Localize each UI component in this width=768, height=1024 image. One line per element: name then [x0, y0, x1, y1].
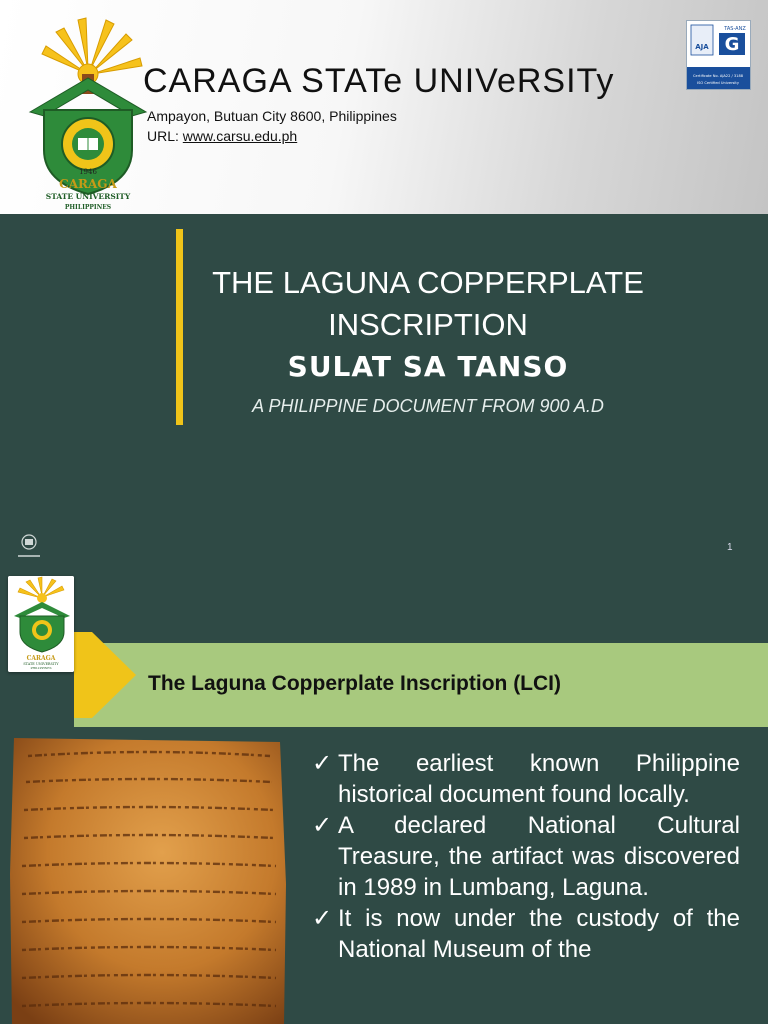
list-item: [312, 810, 740, 903]
title-accent-bar: [176, 229, 183, 425]
university-url: [147, 128, 297, 144]
svg-text:TAS-ANZ: TAS-ANZ: [724, 26, 746, 32]
university-logo-small: [8, 576, 74, 672]
university-header: [0, 0, 768, 214]
slide-title: THE LAGUNA COPPERPLATE INSCRIPTION: [212, 265, 644, 342]
press-emblem-icon: [12, 530, 46, 564]
svg-text:STATE UNIVERSITY: STATE UNIVERSITY: [45, 192, 131, 201]
heading-arrow-shape: [74, 632, 136, 718]
svg-text:G: G: [724, 34, 740, 55]
url-link[interactable]: www.carsu.edu.ph: [182, 128, 298, 144]
svg-text:PHILIPPINES: PHILIPPINES: [64, 204, 112, 211]
checkmark-icon: ✓: [312, 905, 333, 932]
bullet-text: A declared National Cultural Treasure, the artifact was discovered in 1989 in Lumbang, Laguna.: [338, 812, 740, 901]
svg-text:CARAGA: CARAGA: [26, 655, 56, 662]
section-heading: The Laguna Copperplate Inscription (LCI): [148, 672, 562, 695]
bullet-list: [312, 748, 740, 965]
svg-text:Certificate No. AJA22 / 3188: Certificate No. AJA22 / 3188: [692, 74, 744, 78]
list-item: [312, 748, 740, 810]
slide-subtitle: SULAT SA TANSO: [287, 350, 569, 383]
svg-text:STATE UNIVERSITY: STATE UNIVERSITY: [23, 662, 59, 666]
university-address: Ampayon, Butuan City 8600, Philippines: [147, 108, 397, 124]
svg-text:ISO Certified University: ISO Certified University: [697, 81, 739, 85]
list-item: [312, 903, 740, 965]
url-label: URL:: [147, 128, 179, 144]
checkmark-icon: ✓: [312, 812, 333, 839]
svg-text:AJA: AJA: [695, 43, 709, 51]
svg-text:PHILIPPINES: PHILIPPINES: [30, 666, 52, 670]
university-logo-lettering: [22, 166, 152, 214]
content-slide: [0, 576, 768, 1024]
page-number: 1: [727, 542, 733, 553]
bullet-text: It is now under the custody of the National Museum of the: [338, 905, 740, 963]
checkmark-icon: ✓: [312, 750, 333, 777]
copperplate-image: [8, 734, 290, 1024]
slide-tagline: A PHILIPPINE DOCUMENT FROM 900 A.D: [252, 396, 604, 416]
bullet-text: The earliest known Philippine historical document found locally.: [338, 750, 740, 808]
svg-text:1946: 1946: [79, 168, 97, 176]
iso-certification-badge: [686, 20, 751, 90]
university-name: CARAGA STATe UNIVeRSITy: [143, 62, 615, 100]
svg-text:CARAGA: CARAGA: [59, 177, 117, 191]
